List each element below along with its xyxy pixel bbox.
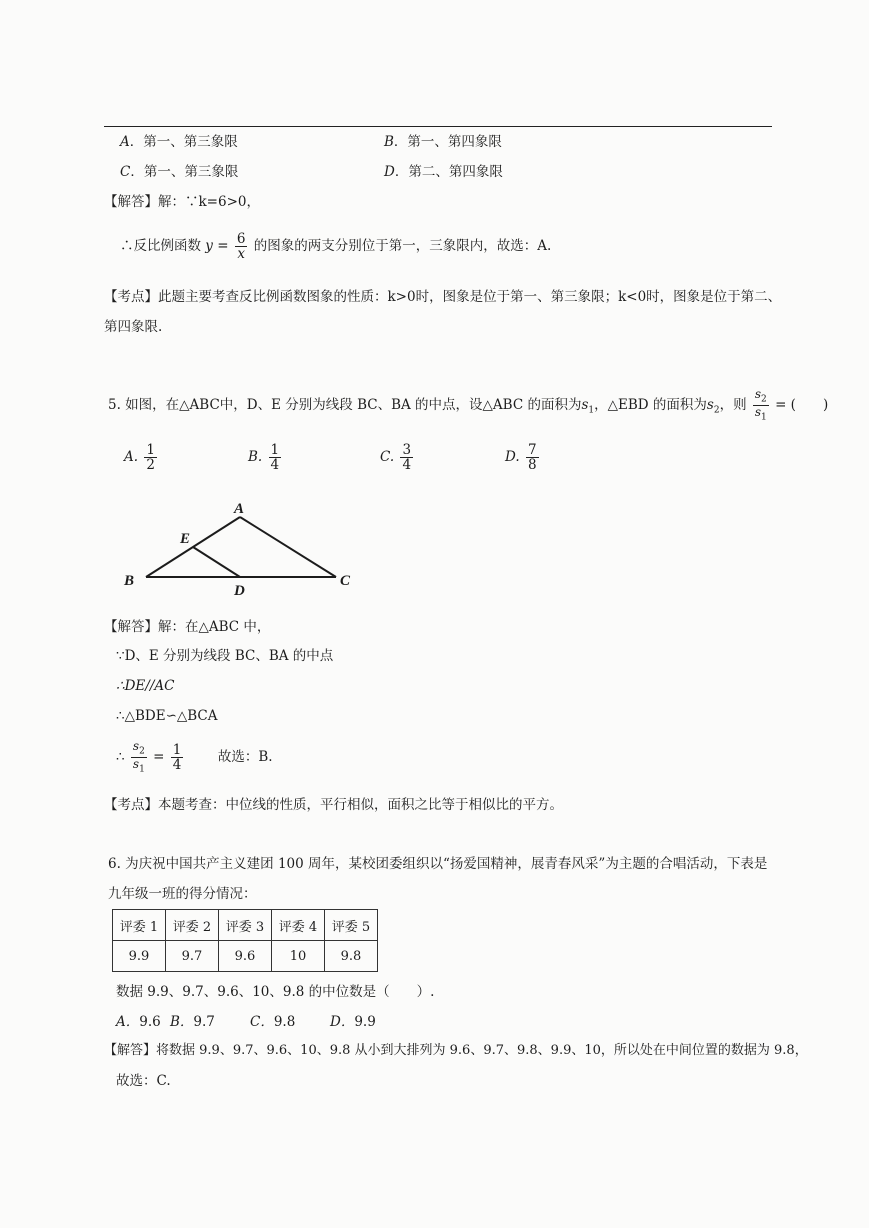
point-tag: 【考点】 [104, 289, 158, 305]
q5-option-d: D. $\frac{7}{8}$ [505, 442, 537, 474]
q6-question: 数据 9.9、9.7、9.6、10、9.8 的中位数是（ ）. [116, 984, 435, 1000]
point-tag: 【考点】 [104, 797, 158, 813]
q5-answer-line4: ∴△BDE∽△BCA [116, 708, 218, 724]
table-cell: 10 [272, 941, 325, 972]
table-header-cell: 评委 1 [113, 910, 166, 941]
q6-answer-line2: 故选：C. [116, 1073, 171, 1089]
q6-option-d: D．9.9 [330, 1014, 376, 1030]
answer-tag: 【解答】 [104, 619, 158, 635]
label-c: C [340, 573, 351, 589]
q4-option-d: D．第二、第四象限 [384, 164, 503, 180]
q6-option-a: A．9.6 [116, 1014, 161, 1030]
q4-option-a: A．第一、第三象限 [120, 134, 238, 150]
table-row [113, 941, 378, 972]
table-header-cell: 评委 4 [272, 910, 325, 941]
table-cell: 9.6 [219, 941, 272, 972]
q5-answer-line1: 【解答】解：在△ABC 中， [104, 619, 271, 635]
label-a: A [234, 501, 245, 517]
fraction-s2-over-s1: $\frac{s_2}{s_1}$ [754, 387, 767, 423]
table-cell: 9.9 [113, 941, 166, 972]
label-d: D [234, 583, 245, 599]
q6-answer-line1: 【解答】将数据 9.9、9.7、9.6、10、9.8 从小到大排列为 9.6、9.7、9.8、9.9、10，所以处在中间位置的数据为 9.8， [104, 1043, 808, 1058]
q6-stem-line1: 6. 为庆祝中国共产主义建团 100 周年，某校团委组织以“扬爱国精神，展青春风采”为主题的合唱活动，下表是 [108, 856, 768, 872]
q5-answer-line3: ∴DE//AC [116, 678, 175, 694]
table-header-cell: 评委 3 [219, 910, 272, 941]
triangle-figure [118, 495, 368, 605]
q5-option-a: A. $\frac{1}{2}$ [124, 442, 155, 474]
q5-answer-line5: ∴ $\frac{s_2}{s_1}$ = $\frac{1}{4}$ 故选：B. [116, 739, 273, 775]
fraction-6-over-x: $\frac{6}{x}$ [236, 231, 246, 263]
q5-stem: 5. 如图，在△ABC中，D、E 分别为线段 BC、BA 的中点，设△ABC 的面积为$s_1$，△EBD 的面积为$s_2$，则 $\frac{s_2}{s_1}$ = ( ) [108, 387, 829, 423]
q4-option-c: C．第一、第三象限 [120, 164, 239, 180]
q6-stem-line2: 九年级一班的得分情况： [108, 886, 257, 902]
q4-point-line1: 【考点】此题主要考查反比例函数图象的性质：k>0时，图象是位于第一、第三象限；k<0时，图象是位于第二、 [104, 289, 782, 305]
fraction-one-quarter: $\frac{1}{4}$ [172, 741, 182, 773]
q5-option-c: C. $\frac{3}{4}$ [380, 442, 412, 474]
score-table [112, 909, 378, 972]
q5-answer-line2: ∵D、E 分别为线段 BC、BA 的中点 [116, 648, 334, 664]
fraction-s2-over-s1-answer: $\frac{s_2}{s_1}$ [132, 739, 145, 775]
q4-answer-line2: ∴反比例函数 y = $\frac{6}{x}$ 的图象的两支分别位于第一，三象限内，故选：A. [120, 231, 552, 263]
label-e: E [180, 531, 191, 547]
q5-point: 【考点】本题考查：中位线的性质，平行相似，面积之比等于相似比的平方。 [104, 797, 563, 813]
table-cell: 9.7 [166, 941, 219, 972]
label-b: B [124, 573, 135, 589]
top-divider [104, 126, 772, 127]
table-header-cell: 评委 5 [325, 910, 378, 941]
table-header-row [113, 910, 378, 941]
q4-answer-line1: 【解答】解：∵k=6>0， [104, 194, 260, 210]
answer-tag: 【解答】 [104, 1043, 157, 1058]
q5-option-b: B. $\frac{1}{4}$ [248, 442, 280, 474]
q6-option-b: B．9.7 [170, 1014, 215, 1030]
table-cell: 9.8 [325, 941, 378, 972]
answer-tag: 【解答】 [104, 194, 158, 210]
q4-option-b: B．第一、第四象限 [384, 134, 502, 150]
q4-point-line2: 第四象限. [104, 319, 163, 335]
q6-option-c: C．9.8 [250, 1014, 296, 1030]
segment-ed [193, 547, 240, 577]
segment-ac [240, 517, 336, 577]
table-header-cell: 评委 2 [166, 910, 219, 941]
